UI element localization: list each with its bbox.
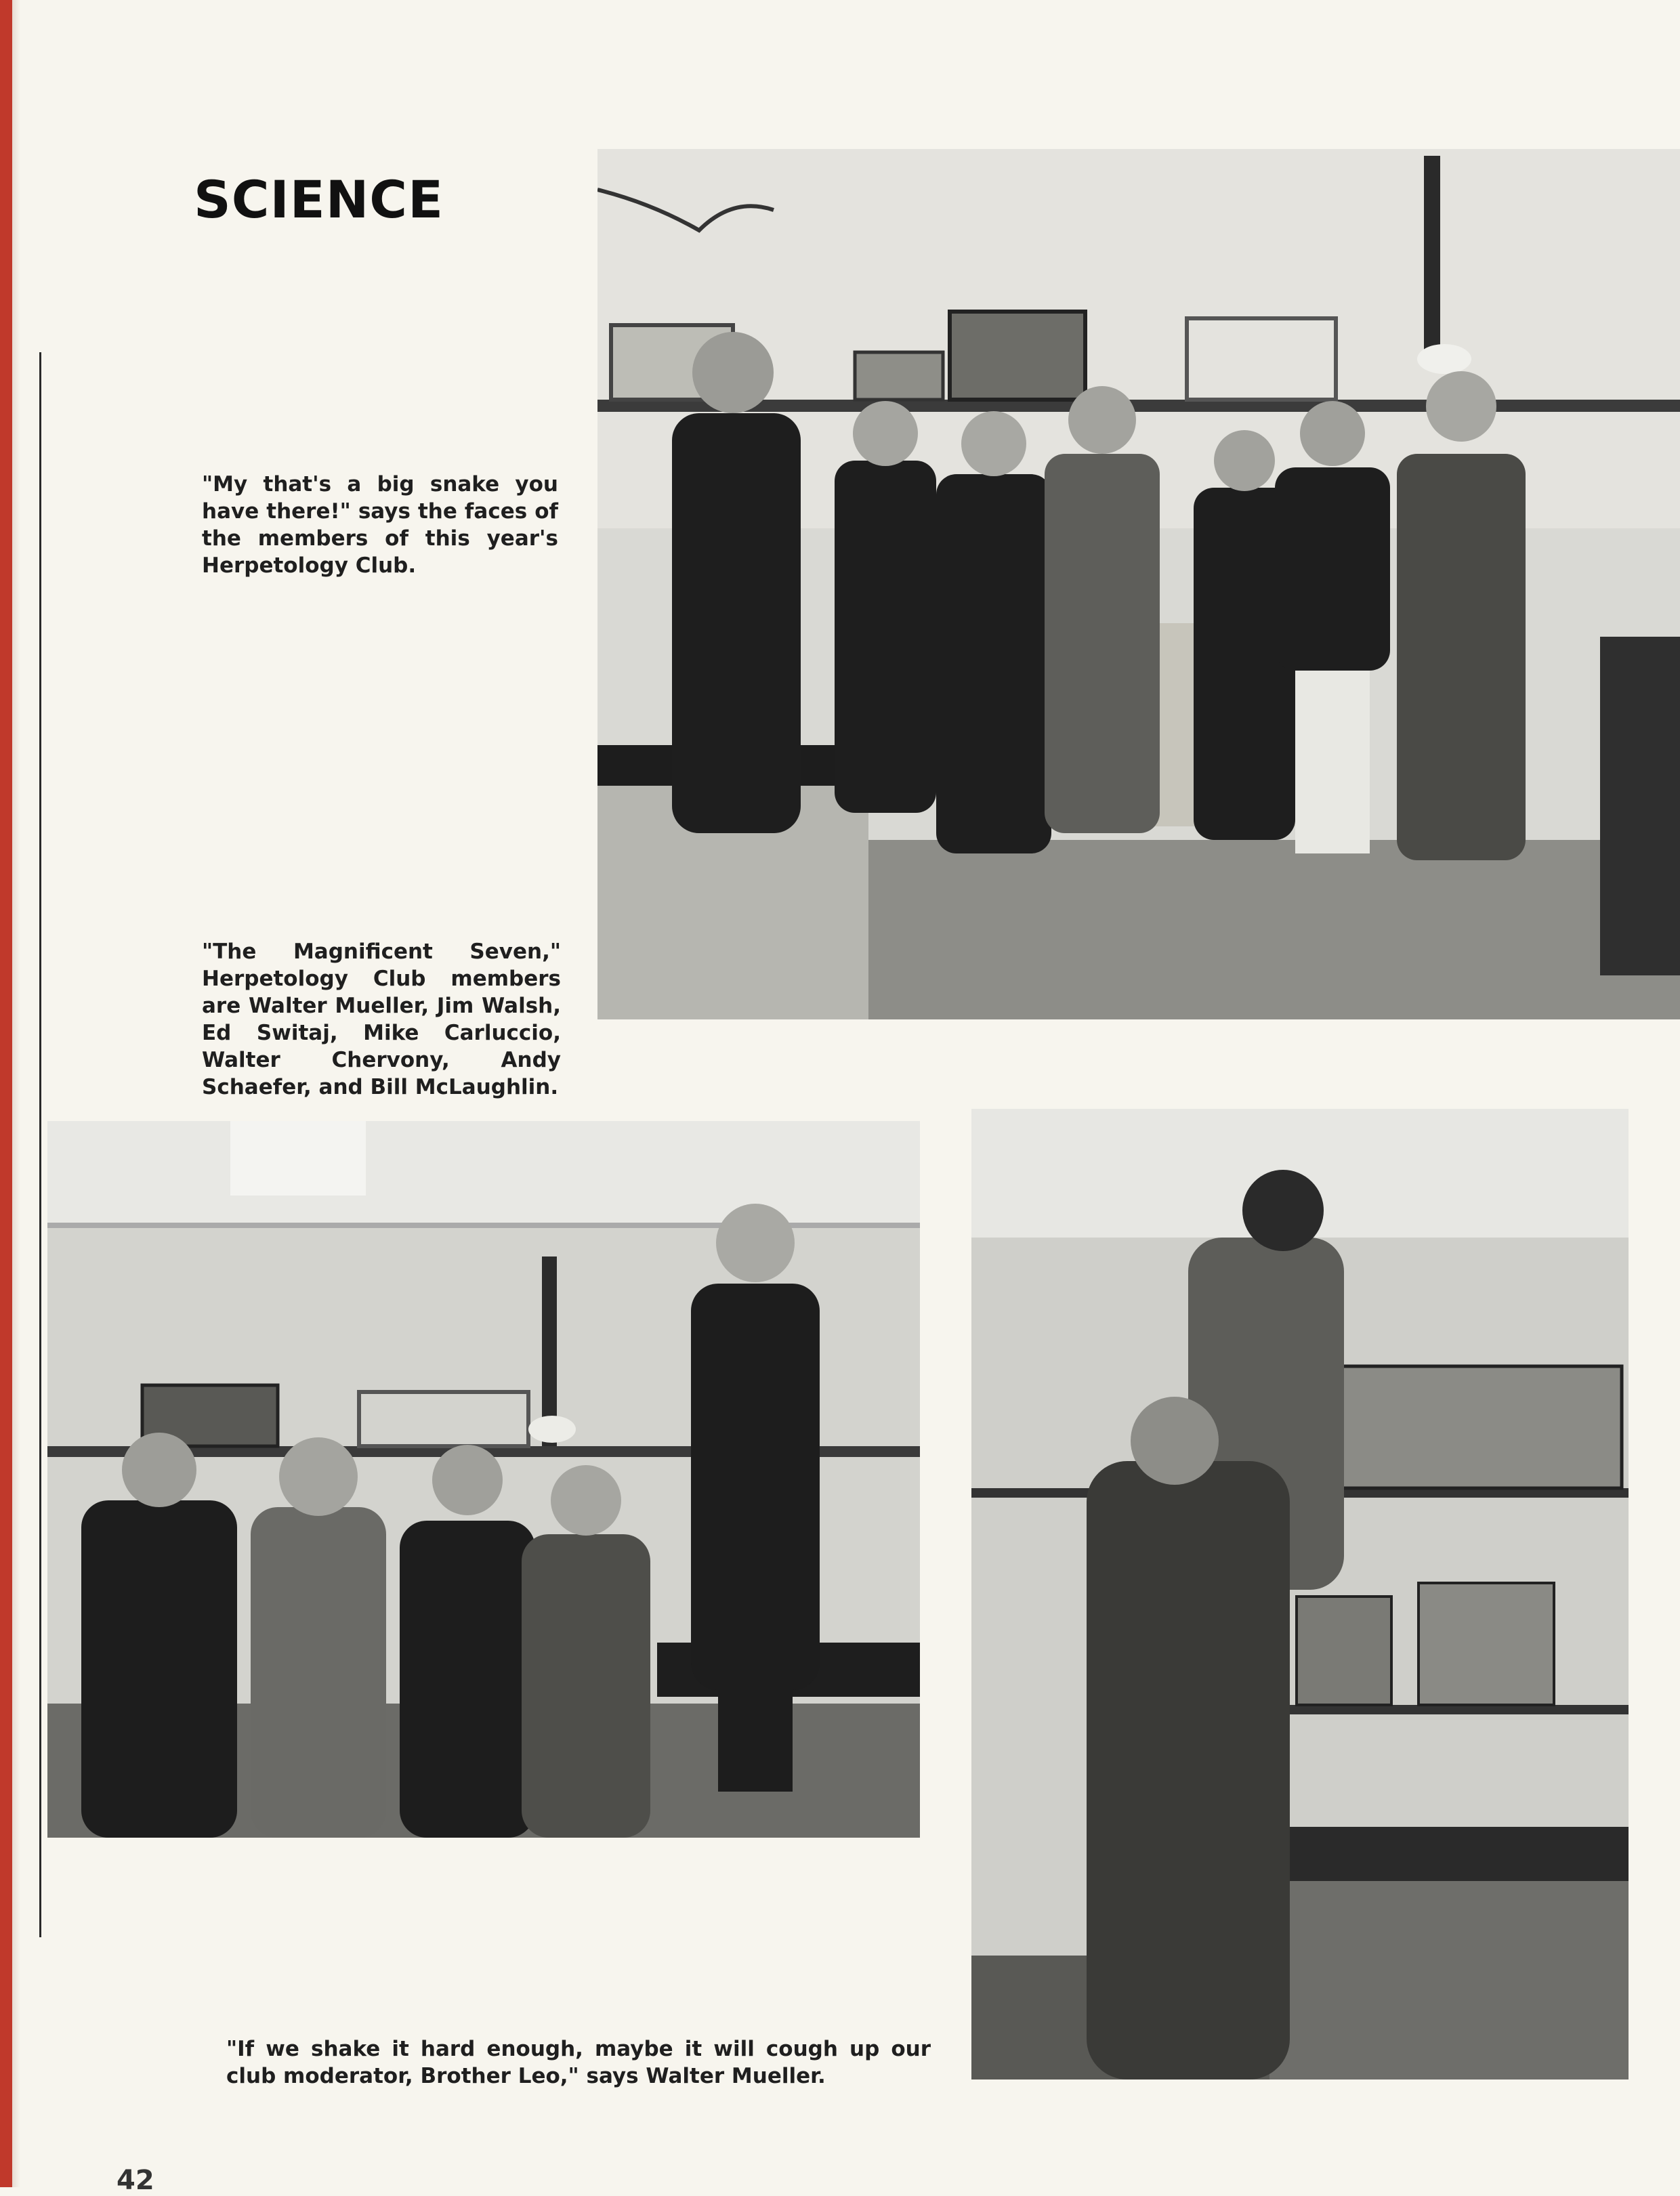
caption-club-members: "The Magnificent Seven," Herpetology Club members are Walter Mueller, Jim Walsh, Ed Switaj, Mike Carluccio, Walter Chervony, Andy Schaefer, and Bill McLaughlin. [202, 939, 561, 1099]
caption-shake-quote: "If we shake it hard enough, maybe it will cough up our club moderator, Brother Leo," says Walter Mueller. [226, 2037, 931, 2088]
page-title: SCIENCE [194, 169, 444, 230]
binding-line [39, 352, 41, 1937]
page-number: 42 [117, 2165, 154, 2196]
caption-snake-quote: "My that's a big snake you have there!" says the faces of the members of this year's Herpetology Club. [202, 472, 558, 578]
page-binding-edge [0, 0, 20, 2187]
photo-members-watching [47, 1121, 920, 1838]
photo-club-members-lab [597, 149, 1680, 1019]
photo-member-with-snake [971, 1109, 1629, 2079]
